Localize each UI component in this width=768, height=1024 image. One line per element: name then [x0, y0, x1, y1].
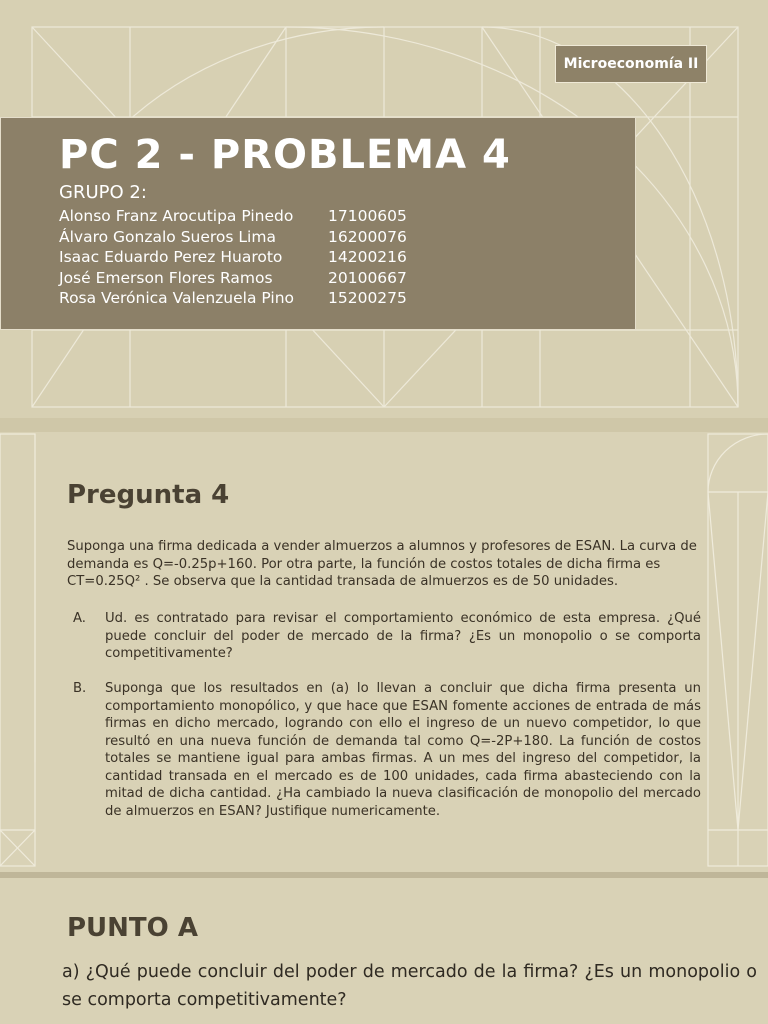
member-name: Isaac Eduardo Perez Huaroto — [59, 248, 283, 266]
punto-a-text: a) ¿Qué puede concluir del poder de mercado de la firma? ¿Es un monopolio o se comporta competitivamente? — [62, 962, 757, 1010]
member-row — [59, 206, 407, 227]
slide-question — [0, 432, 768, 872]
member-code: 16200076 — [328, 227, 407, 246]
member-name: Alonso Franz Arocutipa Pinedo — [59, 207, 294, 225]
member-code: 17100605 — [328, 207, 407, 225]
title-box — [0, 117, 636, 330]
question-item-b — [67, 680, 701, 820]
member-code: 20100667 — [328, 268, 407, 287]
member-name: José Emerson Flores Ramos — [59, 268, 273, 287]
member-row — [59, 247, 407, 268]
member-code: 14200216 — [328, 248, 407, 266]
member-row — [59, 268, 407, 289]
question-item-a — [67, 610, 701, 663]
slide-title — [0, 0, 768, 418]
member-row — [59, 288, 407, 309]
slide-divider — [0, 418, 768, 432]
member-name: Álvaro Gonzalo Sueros Lima — [59, 227, 276, 246]
item-letter: B. — [73, 681, 87, 696]
question-title: Pregunta 4 — [67, 480, 230, 510]
member-name: Rosa Verónica Valenzuela Pino — [59, 289, 294, 307]
slide-title-text: PC 2 - PROBLEMA 4 — [59, 132, 511, 178]
member-list — [59, 206, 407, 309]
item-text: Ud. es contratado para revisar el comportamiento económico de esta empresa. ¿Qué puede concluir del poder de mercado de la firma? ¿Es un monopolio o se comporta competitivamente? — [105, 611, 701, 661]
member-code: 15200275 — [328, 289, 407, 307]
slide-punto-a — [0, 878, 768, 1024]
item-text: Suponga que los resultados en (a) lo llevan a concluir que dicha firma presenta un comportamiento monopólico, y que hace que ESAN fomente acciones de entrada de más firmas en dicho mercado, logrando con ello el ingreso de un nuevo competidor, lo que resultó en una nueva función de demanda tal como Q=-2P+180. La función de costos totales se mantiene igual para ambas firmas. A un mes del ingreso del competidor, la cantidad transada en el mercado es de 100 unidades, cada firma abasteciendo con la mitad de dicha cantidad. ¿Ha cambiado la nueva clasificación de monopolio del mercado de almuerzos en ESAN? Justifique numericamente. — [105, 681, 701, 819]
group-label: GRUPO 2: — [59, 182, 147, 203]
course-tag: Microeconomía II — [555, 45, 707, 83]
member-row — [59, 227, 407, 248]
punto-a-title: PUNTO A — [67, 913, 198, 943]
item-letter: A. — [73, 611, 86, 626]
question-intro: Suponga una firma dedicada a vender almuerzos a alumnos y profesores de ESAN. La curva de demanda es Q=-0.25p+160. Por otra parte, la función de costos totales de dicha firma es CT=0.25Q² . Se observa que la cantidad transada de almuerzos es de 50 unidades. — [67, 539, 697, 589]
